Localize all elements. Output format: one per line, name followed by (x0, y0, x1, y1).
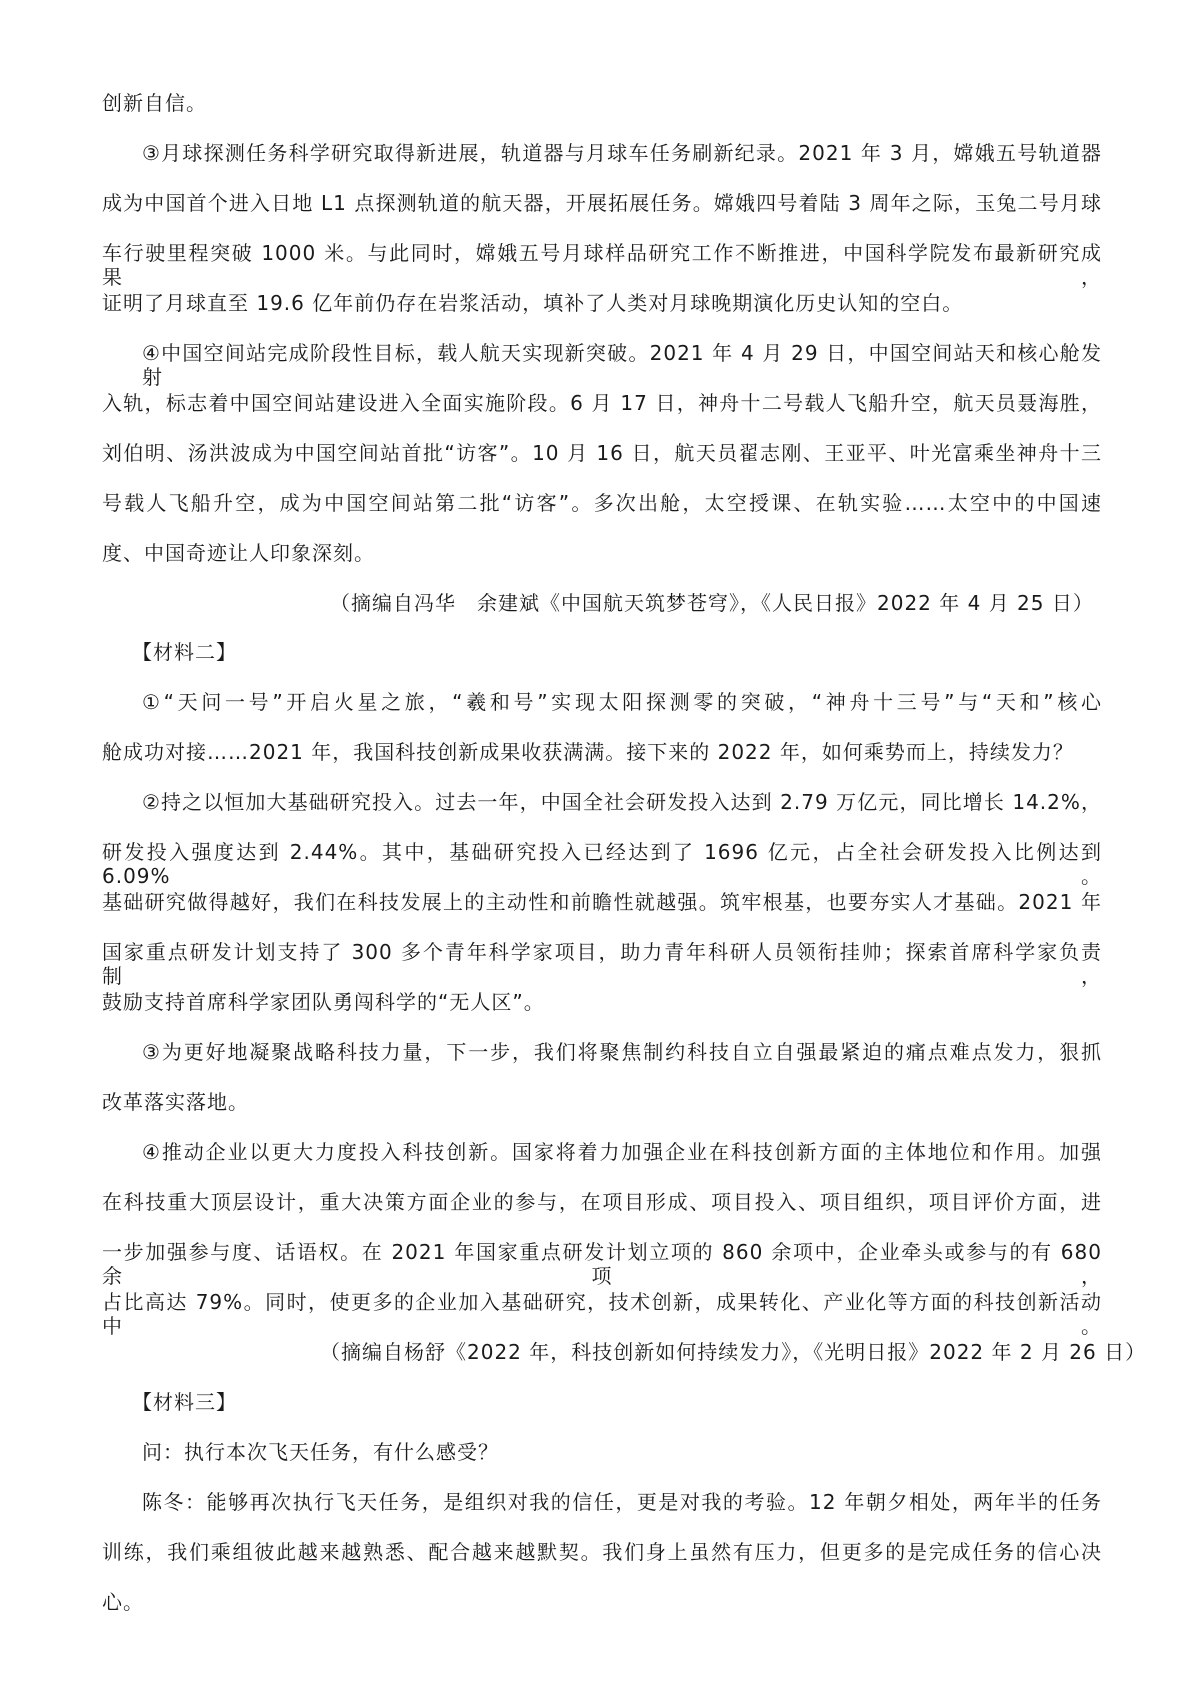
top-line: 创新自信。 (102, 91, 207, 115)
m1-p4-line-3: 刘伯明、汤洪波成为中国空间站首批“访客”。10 月 16 日，航天员翟志刚、王亚平、叶光富乘坐神舟十三 (102, 441, 1102, 465)
m1-p3-line-2: 成为中国首个进入日地 L1 点探测轨道的航天器，开展拓展任务。嫦娥四号着陆 3 周年之际，玉兔二号月球 (102, 191, 1102, 215)
m2-p2-line-3: 基础研究做得越好，我们在科技发展上的主动性和前瞻性就越强。筑牢根基，也要夯实人才基础。2021 年 (102, 890, 1102, 914)
m1-p3-line-1: ③月球探测任务科学研究取得新进展，轨道器与月球车任务刷新纪录。2021 年 3 月，嫦娥五号轨道器 (142, 141, 1102, 165)
m1-p4-line-1: ④中国空间站完成阶段性目标，载人航天实现新突破。2021 年 4 月 29 日，中国空间站天和核心舱发射 (142, 341, 1102, 389)
m3-question: 问：执行本次飞天任务，有什么感受？ (142, 1440, 499, 1464)
m1-p4-line-2: 入轨，标志着中国空间站建设进入全面实施阶段。6 月 17 日，神舟十二号载人飞船升空，航天员聂海胜， (102, 391, 1102, 415)
m2-p3-line-2: 改革落实落地。 (102, 1090, 249, 1114)
m2-p4-line-3: 一步加强参与度、话语权。在 2021 年国家重点研发计划立项的 860 余项中，企业牵头或参与的有 680 余项， (102, 1240, 1102, 1288)
m1-p4-line-5: 度、中国奇迹让人印象深刻。 (102, 541, 375, 565)
m1-p4-line-4: 号载人飞船升空，成为中国空间站第二批“访客”。多次出舱，太空授课、在轨实验……太空中的中国速 (102, 491, 1102, 515)
m2-p4-line-1: ④推动企业以更大力度投入科技创新。国家将着力加强企业在科技创新方面的主体地位和作用。加强 (142, 1140, 1102, 1164)
m2-p2-line-5: 鼓励支持首席科学家团队勇闯科学的“无人区”。 (102, 990, 545, 1014)
m2-p4-line-4: 占比高达 79%。同时，使更多的企业加入基础研究，技术创新，成果转化、产业化等方面的科技创新活动中。 (102, 1290, 1102, 1338)
m1-p3-line-3: 车行驶里程突破 1000 米。与此同时，嫦娥五号月球样品研究工作不断推进，中国科学院发布最新研究成果， (102, 241, 1102, 289)
m2-heading: 【材料二】 (132, 640, 237, 664)
m2-p4-line-2: 在科技重大顶层设计，重大决策方面企业的参与，在项目形成、项目投入、项目组织，项目评价方面，进 (102, 1190, 1102, 1214)
m1-source: （摘编自冯华 余建斌《中国航天筑梦苍穹》，《人民日报》2022 年 4 月 25 日） (330, 591, 1094, 615)
m2-source: （摘编自杨舒《2022 年，科技创新如何持续发力》，《光明日报》2022 年 2 月 26 日） (320, 1340, 1147, 1364)
m2-p2-line-1: ②持之以恒加大基础研究投入。过去一年，中国全社会研发投入达到 2.79 万亿元，同比增长 14.2%， (142, 790, 1102, 814)
m2-p3-line-1: ③为更好地凝聚战略科技力量，下一步，我们将聚焦制约科技自立自强最紧迫的痛点难点发力，狠抓 (142, 1040, 1102, 1064)
m3-answer-line-2: 训练，我们乘组彼此越来越熟悉、配合越来越默契。我们身上虽然有压力，但更多的是完成任务的信心决 (102, 1540, 1102, 1564)
m2-p2-line-2: 研发投入强度达到 2.44%。其中，基础研究投入已经达到了 1696 亿元，占全社会研发投入比例达到 6.09%。 (102, 840, 1102, 888)
m1-p3-line-4: 证明了月球直至 19.6 亿年前仍存在岩浆活动，填补了人类对月球晚期演化历史认知的空白。 (102, 291, 964, 315)
m2-p1-line-2: 舱成功对接……2021 年，我国科技创新成果收获满满。接下来的 2022 年，如何乘势而上，持续发力？ (102, 740, 1074, 764)
m3-answer-line-1: 陈冬：能够再次执行飞天任务，是组织对我的信任，更是对我的考验。12 年朝夕相处，两年半的任务 (142, 1490, 1102, 1514)
m2-p1-line-1: ①“天问一号”开启火星之旅，“羲和号”实现太阳探测零的突破，“神舟十三号”与“天和”核心 (142, 690, 1102, 714)
m3-heading: 【材料三】 (132, 1390, 237, 1414)
m2-p2-line-4: 国家重点研发计划支持了 300 多个青年科学家项目，助力青年科研人员领衔挂帅；探索首席科学家负责制， (102, 940, 1102, 988)
m3-answer-line-3: 心。 (102, 1590, 144, 1614)
